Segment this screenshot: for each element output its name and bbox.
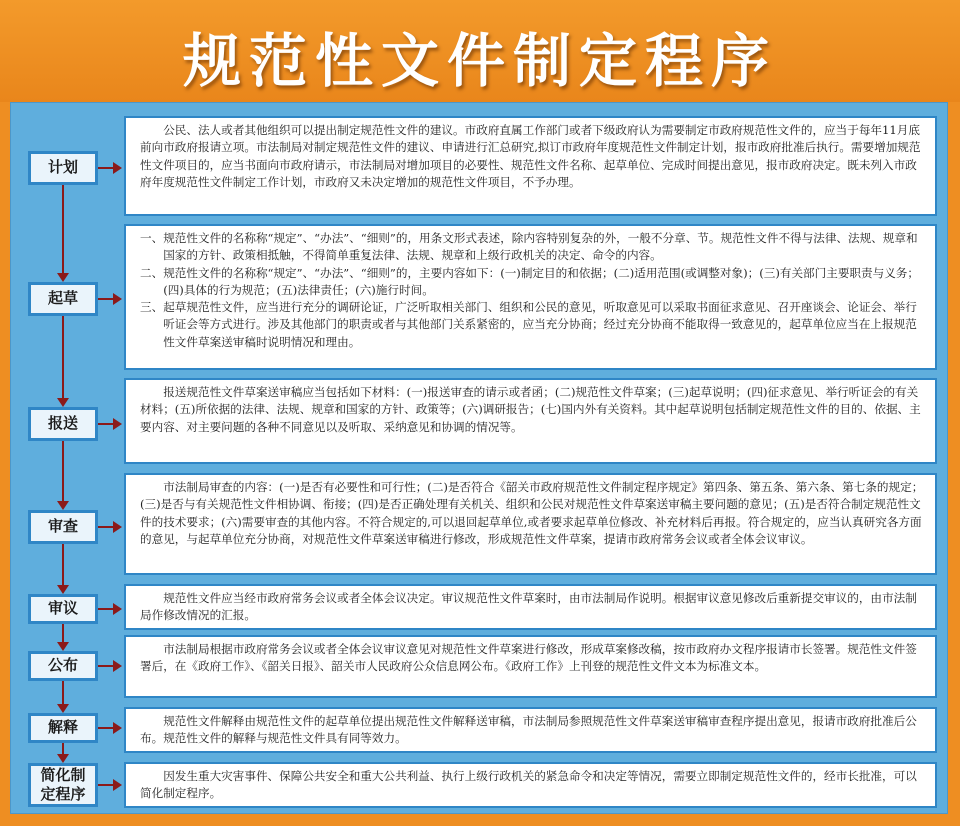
connector-line	[98, 727, 113, 729]
review-text: 市法制局审查的内容：(一)是否有必要性和可行性；(二)是否符合《韶关市政府规范性文件制定程序规定》第四条、第五条、第六条、第七条的规定；(三)是否与有关规范性文件相协调、衔接；(四)是否正确处理有关机关、组织和公民对规范性文件草案送审稿主要问题的意见；(五)是否符合制定规范性文件的技术要求；(六)需要审查的其他内容。不符合规定的,可以退回起草单位,或者要求起草单位修改、补充材料后再报。符合规定的，应当认真研究各方面的意见，与起草单位充分协商，对规范性文件草案送审稿进行修改，形成规范性文件草案，提请市政府常务会议或者全体会议审议。	[140, 480, 924, 546]
stage-review: 审查	[28, 510, 98, 544]
arrow-right-icon	[113, 418, 122, 430]
connector-line	[62, 544, 64, 585]
arrow-down-icon	[57, 273, 69, 282]
draft-item: 一、规范性文件的名称称“规定”、“办法”、“细则”的，用条文形式表述，除内容特别复杂的外，一般不分章、节。规范性文件不得与法律、法规、规章和国家的方针、政策相抵触，不得简单重复法律、法规、规章和上级行政机关的决定、命令的内容。	[140, 231, 918, 263]
connector-line	[62, 624, 64, 642]
plan-text: 公民、法人或者其他组织可以提出制定规范性文件的建议。市政府直属工作部门或者下级政府认为需要制定市政府规范性文件的，应当于每年11月底前向市政府报请立项。市法制局对制定规范性文件的建议、申请进行汇总研究,拟订市政府年度规范性文件制定计划，报市政府批准后执行。需要增加规范性文件项目的，应当书面向市政府请示，市法制局对增加项目的必要性、规范性文件名称、起草单位、完成时间提出意见，报市政府决定。既未列入市政府年度规范性文件制定工作计划，市政府又未决定增加的规范性文件项目，不予办理。	[140, 123, 921, 189]
stage-publish: 公布	[28, 651, 98, 681]
connector-line	[98, 665, 113, 667]
interpret-text: 规范性文件解释由规范性文件的起草单位提出规范性文件解释送审稿，市法制局参照规范性文件草案送审稿审查程序提出意见，报请市政府批准后公布。规范性文件的解释与规范性文件具有同等效力。	[140, 714, 917, 746]
arrow-right-icon	[113, 293, 122, 305]
stage-plan: 计划	[28, 151, 98, 185]
arrow-down-icon	[57, 398, 69, 407]
deliberate-text: 规范性文件应当经市政府常务会议或者全体会议决定。审议规范性文件草案时，由市法制局作说明。根据审议意见修改后重新提交审议的，由市法制局作修改情况的汇报。	[140, 591, 917, 623]
publish-text: 市法制局根据市政府常务会议或者全体会议审议意见对规范性文件草案进行修改，形成草案修改稿，按市政府办文程序报请市长签署。规范性文件签署后，在《政府工作》、《韶关日报》、韶关市人民政府公众信息网公布。《政府工作》上刊登的规范性文件文本为标准文本。	[140, 642, 917, 674]
connector-line	[98, 608, 113, 610]
submit-text: 报送规范性文件草案送审稿应当包括如下材料：(一)报送审查的请示或者函；(二)规范性文件草案；(三)起草说明；(四)征求意见、举行听证会的有关材料；(五)所依据的法律、法规、规章和国家的方针、政策等；(六)调研报告；(七)国内外有关资料。其中起草说明包括制定规范性文件的目的、依据、主要内容、对主要问题的各种不同意见以及听取、采纳意见和协调的情况等。	[140, 385, 921, 434]
stage-submit: 报送	[28, 407, 98, 441]
connector-line	[98, 167, 113, 169]
arrow-right-icon	[113, 779, 122, 791]
stage-interpret: 解释	[28, 713, 98, 743]
connector-line	[98, 526, 113, 528]
content-plan	[124, 116, 937, 216]
connector-line	[98, 423, 113, 425]
draft-item: 三、起草规范性文件，应当进行充分的调研论证，广泛听取相关部门、组织和公民的意见，听取意见可以采取书面征求意见、召开座谈会、论证会、举行听证会等方式进行。涉及其他部门的职责或者与其他部门关系紧密的，应当充分协商；经过充分协商不能取得一致意见的，起草单位应当在上报规范性文件草案送审稿时说明情况和理由。	[140, 300, 917, 349]
content-publish	[124, 635, 937, 698]
connector-line	[62, 681, 64, 704]
connector-line	[62, 185, 64, 273]
arrow-down-icon	[57, 754, 69, 763]
content-deliberate	[124, 584, 937, 630]
poster-title: 规范性文件制定程序	[182, 27, 777, 95]
connector-line	[62, 316, 64, 398]
arrow-down-icon	[57, 704, 69, 713]
simplified-text: 因发生重大灾害事件、保障公共安全和重大公共利益、执行上级行政机关的紧急命令和决定等情况，需要立即制定规范性文件的，经市长批准，可以简化制定程序。	[140, 769, 917, 801]
arrow-right-icon	[113, 162, 122, 174]
arrow-down-icon	[57, 585, 69, 594]
connector-line	[62, 743, 64, 754]
stage-deliberate: 审议	[28, 594, 98, 624]
arrow-down-icon	[57, 642, 69, 651]
content-draft	[124, 224, 937, 370]
connector-line	[62, 441, 64, 501]
arrow-right-icon	[113, 722, 122, 734]
arrow-right-icon	[113, 603, 122, 615]
content-interpret	[124, 707, 937, 753]
arrow-right-icon	[113, 521, 122, 533]
content-review	[124, 473, 937, 575]
stage-simplified: 简化制定程序	[28, 763, 98, 807]
connector-line	[98, 298, 113, 300]
arrow-right-icon	[113, 660, 122, 672]
draft-list	[140, 230, 925, 351]
draft-item: 二、规范性文件的名称称“规定”、“办法”、“细则”的，主要内容如下：(一)制定目的和依据；(二)适用范围(或调整对象)；(三)有关部门主要职责与义务；(四)具体的行为规范；(五)法律责任；(六)施行时间。	[140, 265, 919, 297]
stage-draft: 起草	[28, 282, 98, 316]
content-submit	[124, 378, 937, 464]
content-simplified	[124, 762, 937, 808]
header-banner	[0, 0, 960, 102]
connector-line	[98, 784, 113, 786]
arrow-down-icon	[57, 501, 69, 510]
